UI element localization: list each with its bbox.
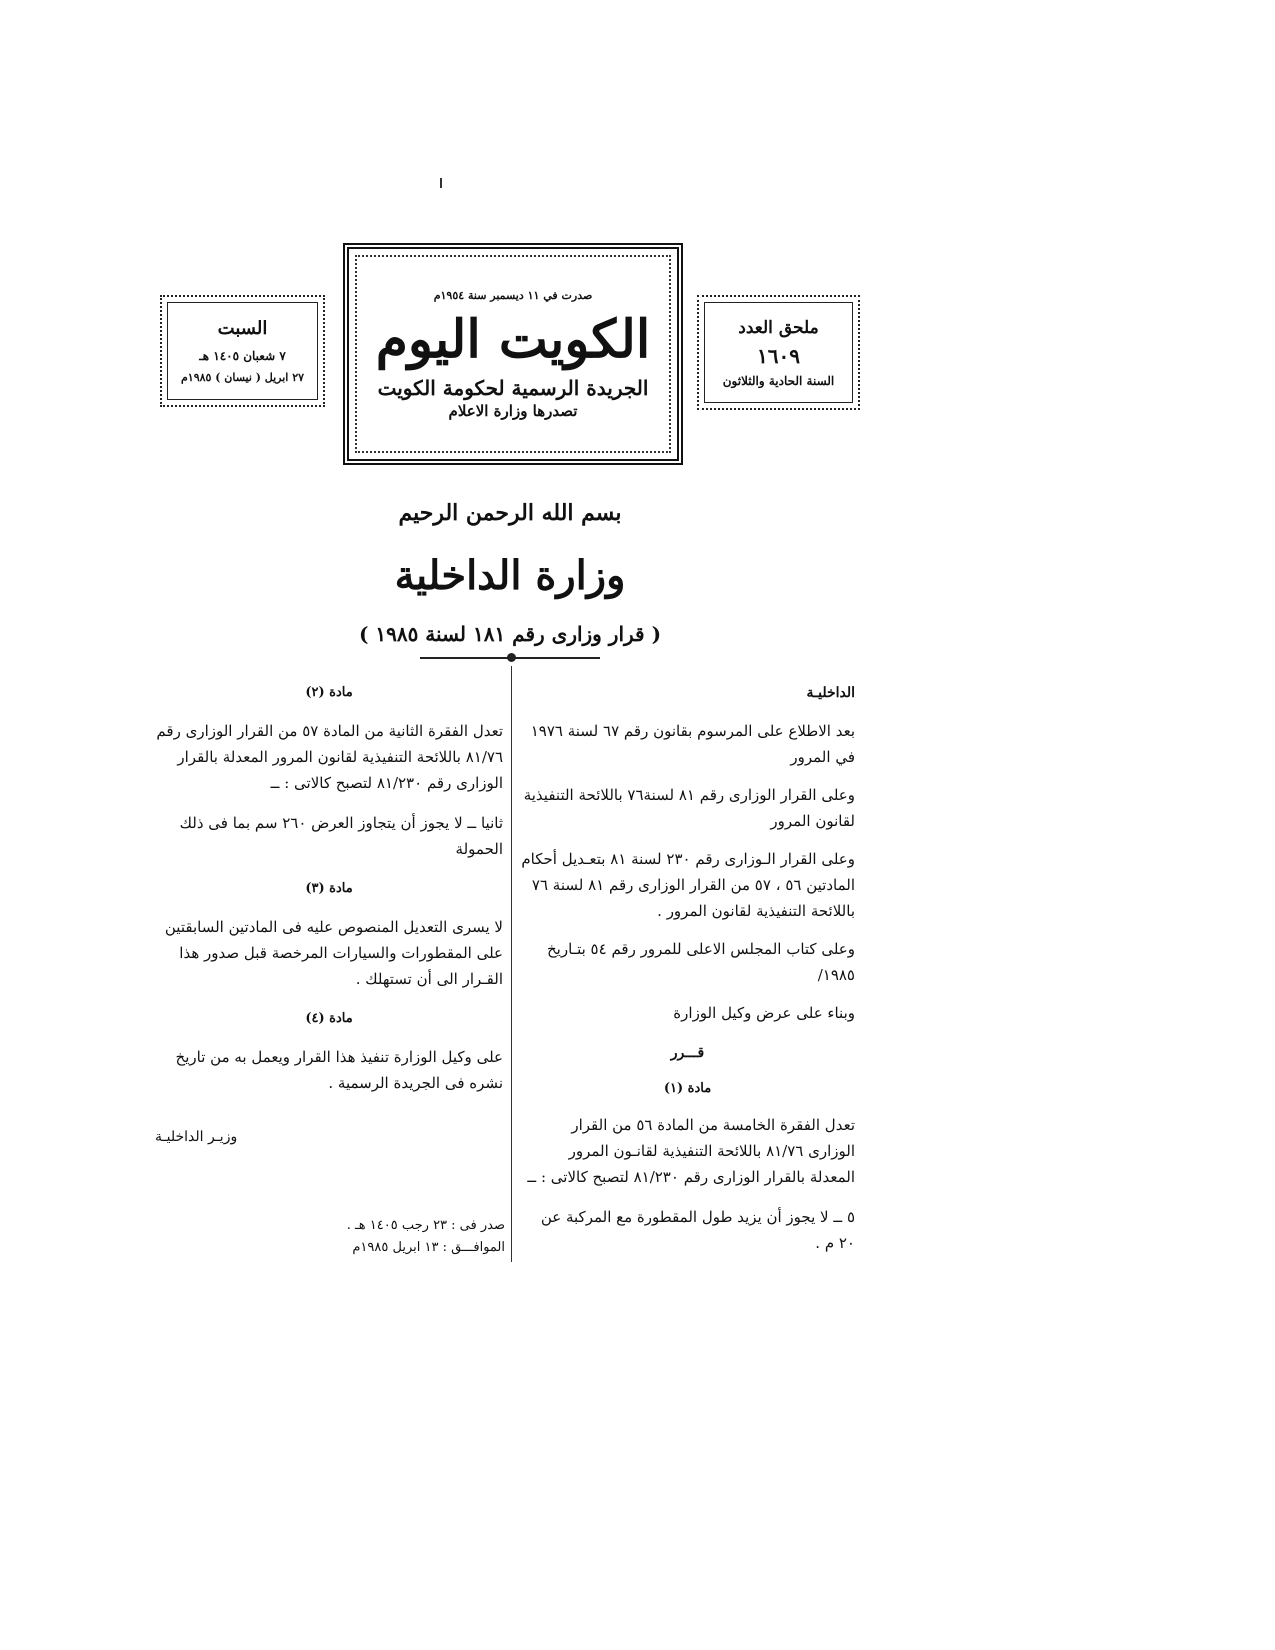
preamble-paragraph: وعلى كتاب المجلس الاعلى للمرور رقم ٥٤ بتـاريخ ١٩٨٥/ [547, 940, 855, 984]
supplement-label: ملحق العدد [738, 317, 819, 338]
founded-date: صدرت في ١١ ديسمبر سنة ١٩٥٤م [433, 288, 593, 302]
newspaper-subtitle: الجريدة الرسمية لحكومة الكويت [377, 375, 649, 400]
article-1-title: مادة (١) [663, 1081, 712, 1096]
article-3-title: مادة (٣) [305, 881, 353, 896]
preamble-paragraph: وعلى القرار الـوزارى رقم ٢٣٠ لسنة ٨١ بتعـديل أحكام المادتين ٥٦ ، ٥٧ من القرار الوزارى رقم ٨١ لسنة ٧٦ باللائحة التنفيذية لقانون المرور . [521, 850, 855, 920]
article-1-paragraph: تعدل الفقرة الخامسة من المادة ٥٦ من القرار الوزارى ٨١/٧٦ باللائحة التنفيذية لقانـون المرور المعدلة بالقرار الوزارى رقم ٨١/٢٣٠ لتصبح كالاتى : ــ [527, 1116, 855, 1186]
issue-box [697, 295, 860, 410]
day-label: السبت [217, 318, 268, 339]
column-rule [511, 666, 512, 1262]
hijri-date: ٧ شعبان ١٤٠٥ هـ [199, 349, 286, 363]
article-4-title: مادة (٤) [305, 1011, 353, 1026]
gregorian-date: ٢٧ ابريل ( نيسان ) ١٩٨٥م [180, 371, 305, 384]
title-divider-dot [507, 653, 516, 662]
publisher-line: تصدرها وزارة الاعلام [448, 401, 578, 420]
corresponding-date: الموافـــق : ١٣ ابريل ١٩٨٥م [352, 1240, 505, 1255]
stray-mark [440, 178, 442, 188]
minister-signature: وزيـر الداخليـة [155, 1129, 238, 1145]
left-column [155, 680, 503, 1180]
decides-heading: قـــرر [670, 1045, 705, 1061]
preamble-paragraph: وعلى القرار الوزارى رقم ٨١ لسنة٧٦ باللائحة التنفيذية لقانون المرور [523, 786, 855, 830]
article-2-title: مادة (٢) [305, 685, 353, 700]
article-4-paragraph: على وكيل الوزارة تنفيذ هذا القرار ويعمل به من تاريخ نشره فى الجريدة الرسمية . [175, 1048, 503, 1092]
preamble-paragraph: وبناء على عرض وكيل الوزارة [673, 1004, 855, 1022]
article-3-paragraph: لا يسرى التعديل المنصوص عليه فى المادتين السابقتين على المقطورات والسيارات المرخصة قبل صدور هذا القـرار الى أن تستهلك . [164, 918, 503, 988]
date-box [160, 295, 325, 407]
masthead [343, 243, 683, 465]
issued-date: صدر فى : ٢٣ رجب ١٤٠٥ هـ . [346, 1218, 505, 1233]
decree-title: ( قرار وزارى رقم ١٨١ لسنة ١٩٨٥ ) [358, 622, 662, 646]
article-1-clause: ٥ ــ لا يجوز أن يزيد طول المقطورة مع المركبة عن ٢٠ م . [540, 1208, 855, 1252]
issue-number: ١٦٠٩ [757, 343, 800, 368]
preamble-paragraph: بعد الاطلاع على المرسوم بقانون رقم ٦٧ لسنة ١٩٧٦ في المرور [530, 722, 855, 766]
basmala: بسم الله الرحمن الرحيم [398, 500, 622, 526]
right-column [520, 680, 855, 1256]
ministry-title: وزارة الداخلية [394, 552, 626, 599]
article-2-clause: ثانيا ــ لا يجوز أن يتجاوز العرض ٢٦٠ سم بما فى ذلك الحمولة [179, 814, 503, 858]
column-heading: الداخليـة [806, 685, 855, 701]
year-label: السنة الحادية والثلاثون [722, 373, 835, 388]
article-2-paragraph: تعدل الفقرة الثانية من المادة ٥٧ من القرار الوزارى رقم ٨١/٧٦ باللائحة التنفيذية لقانون المرور المعدلة بالقرار الوزارى رقم ٨١/٢٣٠ لتصبح كالاتى : ــ [156, 722, 503, 792]
newspaper-title: الكويت اليوم [375, 308, 651, 370]
